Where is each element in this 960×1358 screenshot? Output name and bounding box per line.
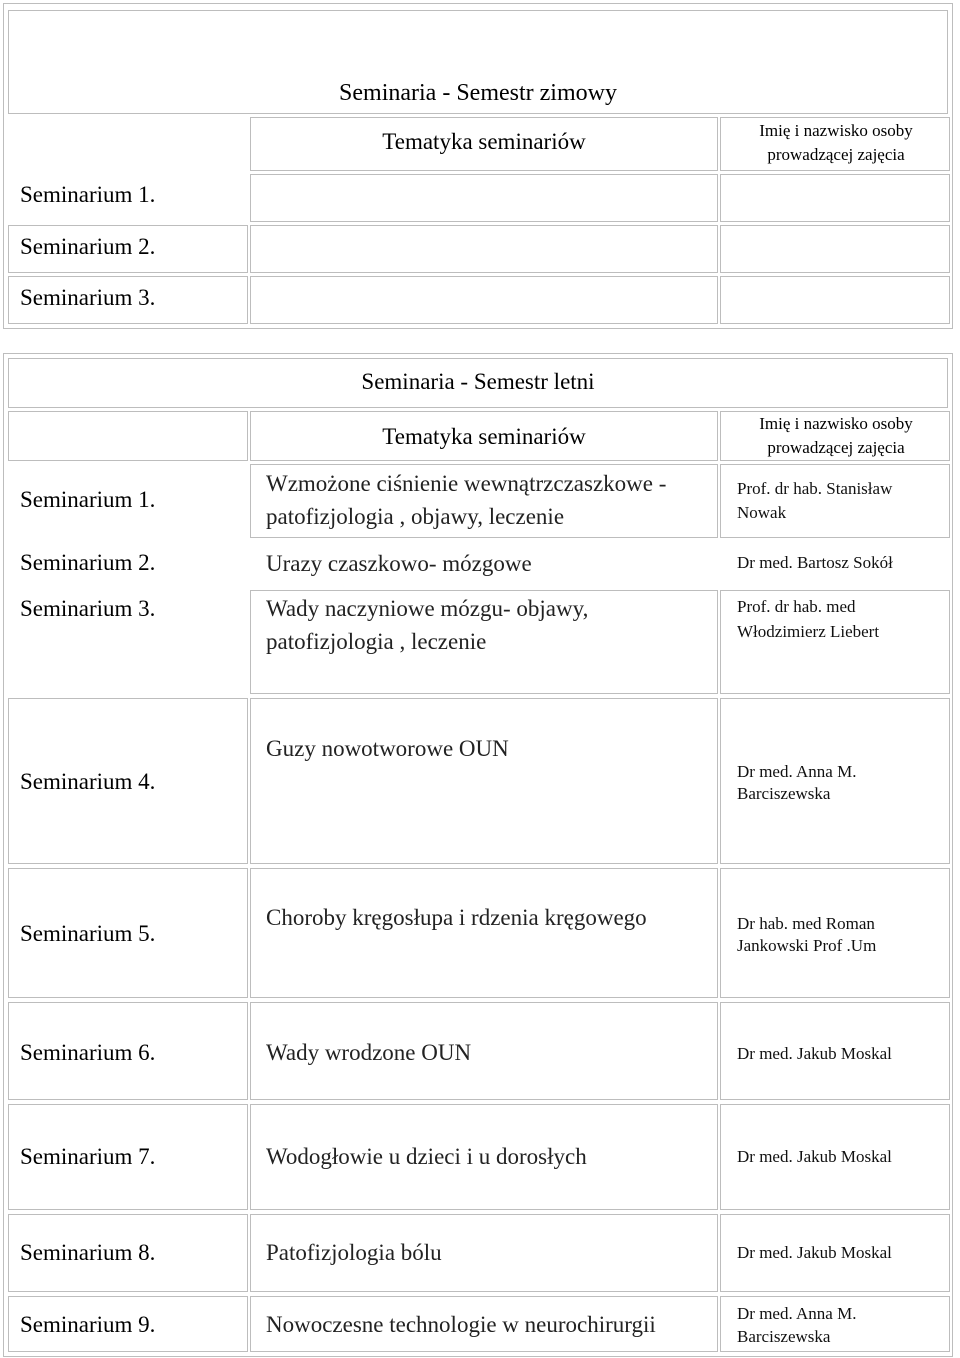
winter-row-1-topic-cell bbox=[250, 174, 718, 222]
summer-row-7-topic-line1: Wodogłowie u dzieci i u dorosłych bbox=[266, 1144, 587, 1169]
summer-row-7-label: Seminarium 7. bbox=[20, 1144, 156, 1169]
summer-row-8-label: Seminarium 8. bbox=[20, 1240, 156, 1265]
winter-row-3-label: Seminarium 3. bbox=[20, 285, 156, 310]
winter-header-topic: Tematyka seminariów bbox=[382, 129, 586, 154]
summer-row-6-topic-line1: Wady wrodzone OUN bbox=[266, 1040, 472, 1065]
summer-row-1-topic-line2: patofizjologia , objawy, leczenie bbox=[266, 504, 565, 529]
summer-row-3-label: Seminarium 3. bbox=[20, 596, 156, 621]
summer-row-8-topic-line1: Patofizjologia bólu bbox=[266, 1240, 442, 1265]
winter-header-person-line2: prowadzącej zajęcia bbox=[767, 145, 905, 164]
summer-row-5-topic-line1: Choroby kręgosłupa i rdzenia kręgowego bbox=[266, 905, 647, 930]
winter-row-1-person-cell bbox=[720, 174, 950, 222]
summer-row-1-label: Seminarium 1. bbox=[20, 487, 156, 512]
summer-row-5-person-line1: Dr hab. med Roman bbox=[737, 914, 875, 933]
winter-title: Seminaria - Semestr zimowy bbox=[339, 80, 617, 106]
summer-row-7-person-line1: Dr med. Jakub Moskal bbox=[737, 1147, 892, 1166]
winter-semester-table bbox=[3, 3, 953, 329]
summer-title: Seminaria - Semestr letni bbox=[361, 369, 595, 394]
winter-row-3-topic-cell bbox=[250, 276, 718, 324]
summer-semester-table bbox=[3, 353, 953, 1357]
summer-row-3-person-line2: Włodzimierz Liebert bbox=[737, 622, 880, 641]
winter-row-3-person-cell bbox=[720, 276, 950, 324]
summer-row-3-topic-line2: patofizjologia , leczenie bbox=[266, 629, 487, 654]
summer-row-8-person-line1: Dr med. Jakub Moskal bbox=[737, 1243, 892, 1262]
summer-row-4-person-line2: Barciszewska bbox=[737, 784, 831, 803]
summer-row-9-person-line2: Barciszewska bbox=[737, 1327, 831, 1346]
summer-row-6-person-line1: Dr med. Jakub Moskal bbox=[737, 1044, 892, 1063]
summer-header-topic: Tematyka seminariów bbox=[382, 424, 586, 449]
winter-row-2-topic-cell bbox=[250, 225, 718, 273]
summer-row-3-topic-line1: Wady naczyniowe mózgu- objawy, bbox=[266, 596, 589, 621]
summer-row-2-topic-line1: Urazy czaszkowo- mózgowe bbox=[266, 551, 532, 576]
summer-row-1-topic-line1: Wzmożone ciśnienie wewnątrzczaszkowe - bbox=[266, 471, 667, 496]
summer-header-label-cell bbox=[8, 411, 248, 461]
summer-row-1-person-line1: Prof. dr hab. Stanisław bbox=[737, 479, 893, 498]
summer-row-2-person-line1: Dr med. Bartosz Sokół bbox=[737, 553, 893, 572]
summer-row-3-person-line1: Prof. dr hab. med bbox=[737, 597, 856, 616]
summer-row-9-label: Seminarium 9. bbox=[20, 1312, 156, 1337]
summer-row-4-topic-line1: Guzy nowotworowe OUN bbox=[266, 736, 509, 761]
winter-row-2-label: Seminarium 2. bbox=[20, 234, 156, 259]
winter-row-1-label: Seminarium 1. bbox=[20, 182, 156, 207]
summer-row-1-person-line2: Nowak bbox=[737, 503, 787, 522]
summer-row-2-label: Seminarium 2. bbox=[20, 550, 156, 575]
summer-row-4-label: Seminarium 4. bbox=[20, 769, 156, 794]
winter-row-2-person-cell bbox=[720, 225, 950, 273]
summer-row-4-person-line1: Dr med. Anna M. bbox=[737, 762, 857, 781]
summer-row-9-topic-line1: Nowoczesne technologie w neurochirurgii bbox=[266, 1312, 656, 1337]
summer-header-person-line2: prowadzącej zajęcia bbox=[767, 438, 905, 457]
summer-row-6-label: Seminarium 6. bbox=[20, 1040, 156, 1065]
summer-row-9-person-line1: Dr med. Anna M. bbox=[737, 1304, 857, 1323]
summer-row-5-person-line2: Jankowski Prof .Um bbox=[737, 936, 877, 955]
winter-header-person-line1: Imię i nazwisko osoby bbox=[759, 121, 913, 140]
summer-row-4-topic-cell bbox=[250, 698, 718, 864]
summer-row-5-label: Seminarium 5. bbox=[20, 921, 156, 946]
summer-header-person-line1: Imię i nazwisko osoby bbox=[759, 414, 913, 433]
